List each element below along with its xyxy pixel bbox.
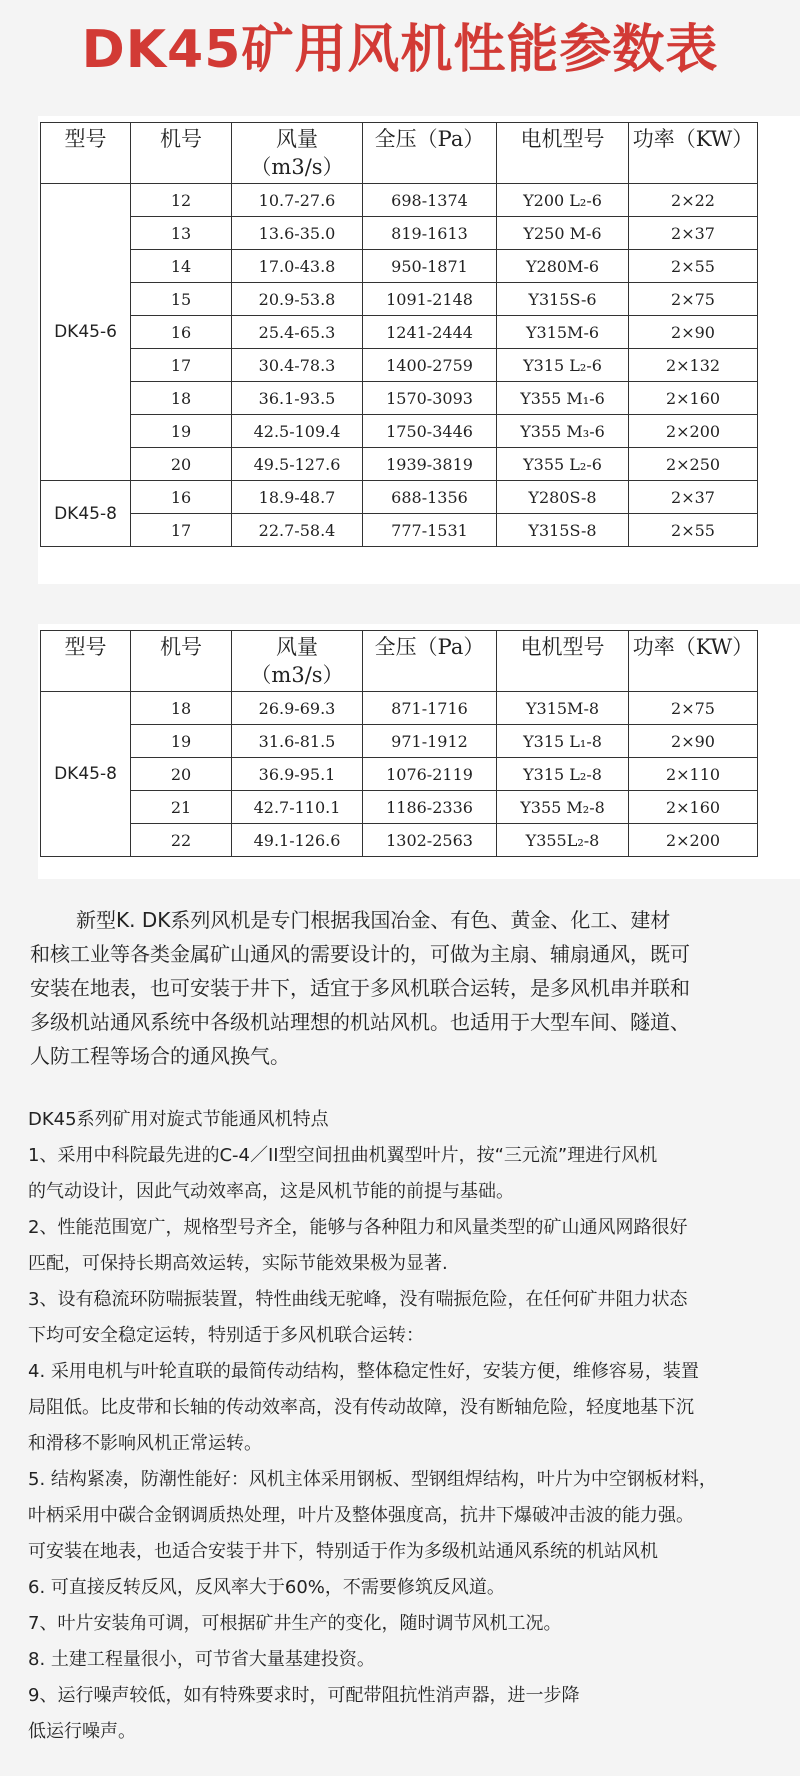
power-cell: 2×160 [629,382,758,415]
air-flow-cell: 18.9-48.7 [232,481,363,514]
table-row [41,514,758,547]
feature-line: 低运行噪声。 [28,1721,136,1742]
pressure-cell: 1076-2119 [363,758,497,791]
header-row [41,631,758,692]
air-flow-cell: 20.9-53.8 [232,283,363,316]
fan-number-cell: 16 [131,481,232,514]
intro-line: 安装在地表，也可安装于井下，适宜于多风机联合运转，是多风机串并联和 [30,976,690,1000]
motor-model-cell: Y355 L₂-6 [497,448,629,481]
power-cell: 2×90 [629,725,758,758]
pressure-cell: 688-1356 [363,481,497,514]
motor-model-cell: Y250 M-6 [497,217,629,250]
feature-line: 局阻低。比皮带和长轴的传动效率高，没有传动故障，没有断轴危险，轻度地基下沉 [28,1397,694,1418]
col-header-model: 型号 [41,631,131,692]
table-row [41,184,758,217]
motor-model-cell: Y355 M₁-6 [497,382,629,415]
performance-table-1-panel [38,116,800,584]
pressure-cell: 698-1374 [363,184,497,217]
intro-line: 和核工业等各类金属矿山通风的需要设计的，可做为主扇、辅扇通风，既可 [30,942,690,966]
feature-line: 可安装在地表，也适合安装于井下，特别适于作为多级机站通风系统的机站风机 [28,1541,658,1562]
pressure-cell: 1750-3446 [363,415,497,448]
air-flow-cell: 36.1-93.5 [232,382,363,415]
feature-line: 3、设有稳流环防喘振装置，特性曲线无驼峰，没有喘振危险，在任何矿井阻力状态 [28,1289,688,1310]
intro-paragraph [30,903,770,1073]
power-cell: 2×200 [629,415,758,448]
air-flow-cell: 26.9-69.3 [232,692,363,725]
feature-line: 8. 土建工程量很小，可节省大量基建投资。 [28,1649,375,1670]
air-flow-cell: 49.5-127.6 [232,448,363,481]
feature-line: 下均可安全稳定运转，特别适于多风机联合运转： [28,1325,424,1346]
air-flow-cell: 30.4-78.3 [232,349,363,382]
motor-model-cell: Y280M-6 [497,250,629,283]
motor-model-cell: Y315 L₂-8 [497,758,629,791]
page-title: DK45矿用风机性能参数表 [81,20,719,80]
fan-number-cell: 12 [131,184,232,217]
air-flow-cell: 42.5-109.4 [232,415,363,448]
air-flow-cell: 36.9-95.1 [232,758,363,791]
pressure-cell: 950-1871 [363,250,497,283]
model-cell: DK45-8 [41,692,131,857]
table-row [41,250,758,283]
power-cell: 2×90 [629,316,758,349]
table-row [41,692,758,725]
feature-line: 的气动设计，因此气动效率高，这是风机节能的前提与基础。 [28,1181,514,1202]
feature-line: 1、采用中科院最先进的C-4／II型空间扭曲机翼型叶片，按“三元流”理进行风机 [28,1145,658,1166]
col-header-number: 机号 [131,631,232,692]
feature-line: 5. 结构紧凑，防潮性能好：风机主体采用钢板、型钢组焊结构，叶片为中空钢板材料， [28,1469,717,1490]
col-header-power: 功率（KW） [629,123,758,184]
table-row [41,349,758,382]
motor-model-cell: Y315 L₂-6 [497,349,629,382]
pressure-cell: 1302-2563 [363,824,497,857]
feature-line: 叶柄采用中碳合金钢调质热处理，叶片及整体强度高，抗井下爆破冲击波的能力强。 [28,1505,694,1526]
header-row [41,123,758,184]
fan-number-cell: 19 [131,415,232,448]
pressure-cell: 871-1716 [363,692,497,725]
fan-number-cell: 17 [131,514,232,547]
fan-number-cell: 20 [131,758,232,791]
table-row [41,481,758,514]
features-section [28,1102,798,1750]
col-header-model: 型号 [41,123,131,184]
pressure-cell: 819-1613 [363,217,497,250]
power-cell: 2×75 [629,283,758,316]
motor-model-cell: Y315S-6 [497,283,629,316]
air-flow-cell: 22.7-58.4 [232,514,363,547]
fan-number-cell: 13 [131,217,232,250]
fan-number-cell: 19 [131,725,232,758]
col-header-flow-unit: （m3/s） [250,663,344,687]
feature-line: 和滑移不影响风机正常运转。 [28,1433,262,1454]
model-cell: DK45-8 [41,481,131,547]
intro-line: 人防工程等场合的通风换气。 [30,1044,290,1068]
table-row [41,758,758,791]
col-header-power: 功率（KW） [629,631,758,692]
power-cell: 2×200 [629,824,758,857]
feature-line: 7、叶片安装角可调，可根据矿井生产的变化，随时调节风机工况。 [28,1613,562,1634]
fan-number-cell: 22 [131,824,232,857]
col-header-motor: 电机型号 [497,123,629,184]
power-cell: 2×55 [629,250,758,283]
fan-number-cell: 21 [131,791,232,824]
pressure-cell: 1241-2444 [363,316,497,349]
table-row [41,448,758,481]
performance-table-2-panel [38,624,800,879]
motor-model-cell: Y355 M₂-8 [497,791,629,824]
pressure-cell: 1186-2336 [363,791,497,824]
fan-number-cell: 18 [131,692,232,725]
fan-number-cell: 18 [131,382,232,415]
power-cell: 2×37 [629,217,758,250]
power-cell: 2×55 [629,514,758,547]
motor-model-cell: Y280S-8 [497,481,629,514]
fan-number-cell: 16 [131,316,232,349]
col-header-flow [232,123,363,184]
table-row [41,824,758,857]
feature-line: 6. 可直接反转反风，反风率大于60%，不需要修筑反风道。 [28,1577,505,1598]
intro-line: 新型K. DK系列风机是专门根据我国冶金、有色、黄金、化工、建材 [76,908,671,932]
motor-model-cell: Y315 L₁-8 [497,725,629,758]
air-flow-cell: 31.6-81.5 [232,725,363,758]
fan-number-cell: 20 [131,448,232,481]
fan-number-cell: 14 [131,250,232,283]
motor-model-cell: Y315M-8 [497,692,629,725]
air-flow-cell: 10.7-27.6 [232,184,363,217]
air-flow-cell: 13.6-35.0 [232,217,363,250]
motor-model-cell: Y200 L₂-6 [497,184,629,217]
performance-table-1 [40,122,758,547]
pressure-cell: 1400-2759 [363,349,497,382]
col-header-number: 机号 [131,123,232,184]
air-flow-cell: 42.7-110.1 [232,791,363,824]
model-cell: DK45-6 [41,184,131,481]
col-header-flow [232,631,363,692]
power-cell: 2×75 [629,692,758,725]
motor-model-cell: Y355 M₃-6 [497,415,629,448]
performance-table-2 [40,630,758,857]
features-title: DK45系列矿用对旋式节能通风机特点 [28,1109,329,1130]
table-row [41,725,758,758]
power-cell: 2×250 [629,448,758,481]
power-cell: 2×37 [629,481,758,514]
motor-model-cell: Y315M-6 [497,316,629,349]
motor-model-cell: Y355L₂-8 [497,824,629,857]
table-row [41,415,758,448]
feature-line: 匹配，可保持长期高效运转，实际节能效果极为显著. [28,1253,448,1274]
feature-line: 2、性能范围宽广，规格型号齐全，能够与各种阻力和风量类型的矿山通风网路很好 [28,1217,688,1238]
pressure-cell: 777-1531 [363,514,497,547]
air-flow-cell: 17.0-43.8 [232,250,363,283]
col-header-pressure: 全压（Pa） [363,631,497,692]
pressure-cell: 971-1912 [363,725,497,758]
power-cell: 2×110 [629,758,758,791]
power-cell: 2×22 [629,184,758,217]
col-header-motor: 电机型号 [497,631,629,692]
col-header-pressure: 全压（Pa） [363,123,497,184]
table-row [41,791,758,824]
pressure-cell: 1570-3093 [363,382,497,415]
table-row [41,316,758,349]
col-header-flow-label: 风量 [276,635,318,659]
fan-number-cell: 15 [131,283,232,316]
pressure-cell: 1091-2148 [363,283,497,316]
power-cell: 2×132 [629,349,758,382]
air-flow-cell: 49.1-126.6 [232,824,363,857]
table-row [41,283,758,316]
feature-line: 9、运行噪声较低，如有特殊要求时，可配带阻抗性消声器，进一步降 [28,1685,580,1706]
table-row [41,382,758,415]
fan-number-cell: 17 [131,349,232,382]
table-row [41,217,758,250]
motor-model-cell: Y315S-8 [497,514,629,547]
air-flow-cell: 25.4-65.3 [232,316,363,349]
intro-line: 多级机站通风系统中各级机站理想的机站风机。也适用于大型车间、隧道、 [30,1010,690,1034]
col-header-flow-unit: （m3/s） [250,155,344,179]
power-cell: 2×160 [629,791,758,824]
feature-line: 4. 采用电机与叶轮直联的最简传动结构，整体稳定性好，安装方便，维修容易，装置 [28,1361,699,1382]
col-header-flow-label: 风量 [276,127,318,151]
pressure-cell: 1939-3819 [363,448,497,481]
